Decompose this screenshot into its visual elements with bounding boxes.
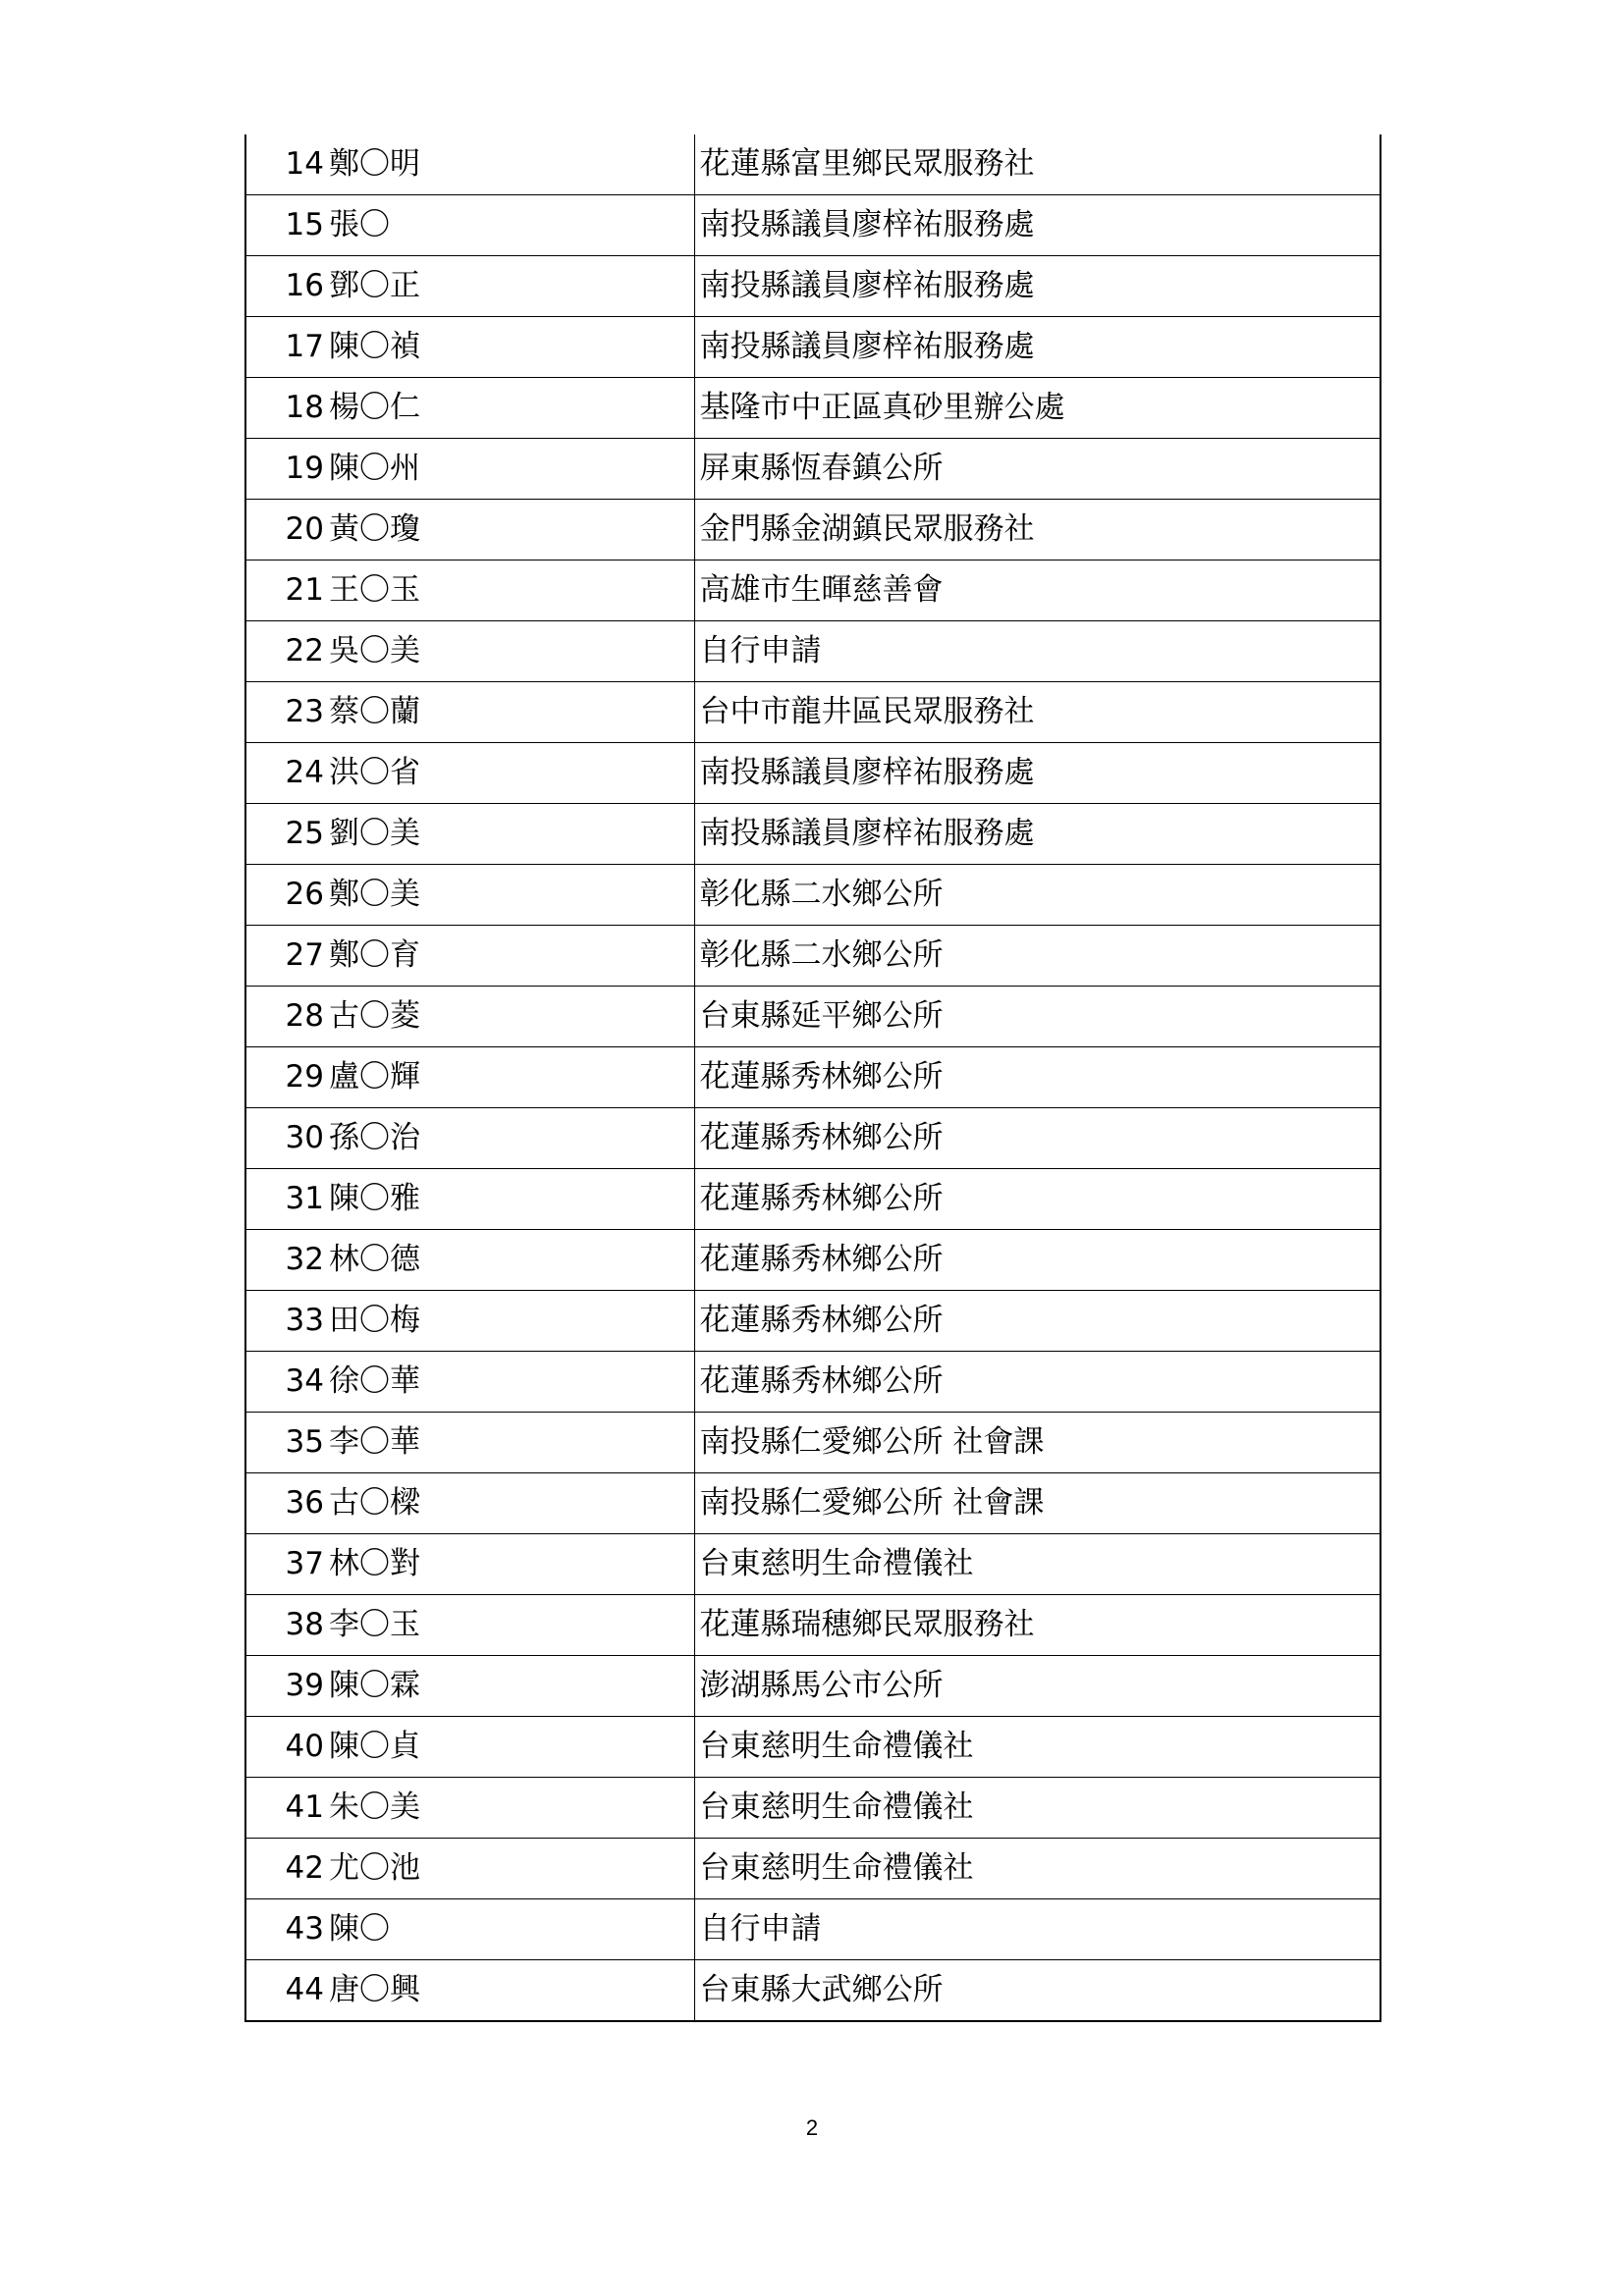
table-row — [245, 195, 1380, 256]
row-number: 26 — [245, 865, 326, 926]
person-name: 楊〇仁 — [326, 378, 694, 439]
person-name: 朱〇美 — [326, 1778, 694, 1839]
person-name: 李〇玉 — [326, 1595, 694, 1656]
row-number: 38 — [245, 1595, 326, 1656]
person-name: 陳〇禎 — [326, 317, 694, 378]
table-row — [245, 378, 1380, 439]
row-number: 27 — [245, 926, 326, 987]
row-number: 25 — [245, 804, 326, 865]
person-name: 王〇玉 — [326, 561, 694, 621]
person-name: 洪〇省 — [326, 743, 694, 804]
row-number: 16 — [245, 256, 326, 317]
person-name: 陳〇州 — [326, 439, 694, 500]
organization: 花蓮縣秀林鄉公所 — [694, 1047, 1380, 1108]
person-name: 徐〇華 — [326, 1352, 694, 1413]
organization: 花蓮縣秀林鄉公所 — [694, 1108, 1380, 1169]
row-number: 29 — [245, 1047, 326, 1108]
row-number: 30 — [245, 1108, 326, 1169]
person-name: 鄭〇明 — [329, 146, 420, 182]
row-number: 20 — [245, 500, 326, 561]
organization: 南投縣議員廖梓祐服務處 — [694, 743, 1380, 804]
table-row — [245, 1717, 1380, 1778]
organization: 台中市龍井區民眾服務社 — [694, 682, 1380, 743]
organization: 台東慈明生命禮儀社 — [694, 1534, 1380, 1595]
organization: 花蓮縣秀林鄉公所 — [694, 1352, 1380, 1413]
table-row — [245, 1230, 1380, 1291]
organization: 高雄市生暉慈善會 — [694, 561, 1380, 621]
row-number: 36 — [245, 1473, 326, 1534]
person-name: 鄭〇育 — [326, 926, 694, 987]
person-name: 黃〇瓊 — [326, 500, 694, 561]
organization: 台東縣大武鄉公所 — [694, 1960, 1380, 2022]
person-name: 田〇梅 — [326, 1291, 694, 1352]
organization: 金門縣金湖鎮民眾服務社 — [694, 500, 1380, 561]
organization: 花蓮縣瑞穗鄉民眾服務社 — [694, 1595, 1380, 1656]
person-name: 孫〇治 — [326, 1108, 694, 1169]
organization: 南投縣議員廖梓祐服務處 — [694, 317, 1380, 378]
row-number: 31 — [245, 1169, 326, 1230]
roster-table-body — [245, 134, 1380, 2021]
table-row — [245, 804, 1380, 865]
table-row — [245, 682, 1380, 743]
row-number: 35 — [245, 1413, 326, 1473]
organization: 基隆市中正區真砂里辦公處 — [694, 378, 1380, 439]
organization: 台東慈明生命禮儀社 — [694, 1839, 1380, 1899]
organization: 台東慈明生命禮儀社 — [694, 1778, 1380, 1839]
table-row — [245, 1778, 1380, 1839]
table-row — [245, 500, 1380, 561]
table-row — [245, 256, 1380, 317]
row-number: 21 — [245, 561, 326, 621]
row-number: 33 — [245, 1291, 326, 1352]
organization: 南投縣仁愛鄉公所 社會課 — [694, 1413, 1380, 1473]
organization: 彰化縣二水鄉公所 — [694, 926, 1380, 987]
table-row — [245, 317, 1380, 378]
person-name: 陳〇 — [326, 1899, 694, 1960]
person-name: 古〇菱 — [326, 987, 694, 1047]
organization: 自行申請 — [694, 621, 1380, 682]
row-number: 39 — [245, 1656, 326, 1717]
row-number: 42 — [245, 1839, 326, 1899]
person-name: 吳〇美 — [326, 621, 694, 682]
organization: 台東縣延平鄉公所 — [694, 987, 1380, 1047]
organization: 南投縣議員廖梓祐服務處 — [694, 195, 1380, 256]
table-row — [245, 1839, 1380, 1899]
person-name: 古〇樑 — [326, 1473, 694, 1534]
person-name: 林〇德 — [326, 1230, 694, 1291]
row-number: 15 — [245, 195, 326, 256]
organization: 花蓮縣秀林鄉公所 — [694, 1291, 1380, 1352]
person-name: 林〇對 — [326, 1534, 694, 1595]
person-name: 張〇 — [326, 195, 694, 256]
organization: 彰化縣二水鄉公所 — [694, 865, 1380, 926]
person-name: 鄧〇正 — [326, 256, 694, 317]
row-number: 37 — [245, 1534, 326, 1595]
row-number: 32 — [245, 1230, 326, 1291]
table-row — [245, 1534, 1380, 1595]
row-number: 44 — [245, 1960, 326, 2022]
row-number: 41 — [245, 1778, 326, 1839]
row-number: 14 — [285, 146, 324, 182]
roster-table — [244, 134, 1381, 2022]
table-row — [245, 1169, 1380, 1230]
page-number: 2 — [805, 2115, 819, 2140]
table-row — [245, 743, 1380, 804]
organization: 南投縣議員廖梓祐服務處 — [694, 804, 1380, 865]
person-name: 陳〇貞 — [326, 1717, 694, 1778]
organization: 台東慈明生命禮儀社 — [694, 1717, 1380, 1778]
person-name: 蔡〇蘭 — [326, 682, 694, 743]
row-number: 22 — [245, 621, 326, 682]
person-name: 尤〇池 — [326, 1839, 694, 1899]
table-row — [245, 1108, 1380, 1169]
organization: 花蓮縣秀林鄉公所 — [694, 1169, 1380, 1230]
person-name: 陳〇霖 — [326, 1656, 694, 1717]
table-row — [245, 1413, 1380, 1473]
row-number: 43 — [245, 1899, 326, 1960]
row-number: 18 — [245, 378, 326, 439]
table-row — [245, 439, 1380, 500]
row-number: 40 — [245, 1717, 326, 1778]
row-number: 19 — [245, 439, 326, 500]
row-number: 28 — [245, 987, 326, 1047]
organization: 自行申請 — [694, 1899, 1380, 1960]
person-name: 李〇華 — [326, 1413, 694, 1473]
row-number: 24 — [245, 743, 326, 804]
organization: 澎湖縣馬公市公所 — [694, 1656, 1380, 1717]
table-row — [245, 1473, 1380, 1534]
table-row — [245, 1291, 1380, 1352]
table-row — [245, 1047, 1380, 1108]
person-name: 唐〇興 — [326, 1960, 694, 2022]
table-row — [245, 987, 1380, 1047]
table-row — [245, 1656, 1380, 1717]
table-row — [245, 621, 1380, 682]
table-row — [245, 865, 1380, 926]
person-name: 盧〇輝 — [326, 1047, 694, 1108]
table-row — [245, 1899, 1380, 1960]
table-row — [245, 134, 1380, 195]
row-number: 17 — [245, 317, 326, 378]
organization: 花蓮縣秀林鄉公所 — [694, 1230, 1380, 1291]
table-row — [245, 1960, 1380, 2022]
organization: 花蓮縣富里鄉民眾服務社 — [694, 134, 1380, 195]
organization: 屏東縣恆春鎮公所 — [694, 439, 1380, 500]
table-row — [245, 1352, 1380, 1413]
person-name: 鄭〇美 — [326, 865, 694, 926]
table-row — [245, 1595, 1380, 1656]
organization: 南投縣議員廖梓祐服務處 — [694, 256, 1380, 317]
table-row — [245, 926, 1380, 987]
table-row — [245, 561, 1380, 621]
row-number: 23 — [245, 682, 326, 743]
row-number: 34 — [245, 1352, 326, 1413]
person-name: 劉〇美 — [326, 804, 694, 865]
organization: 南投縣仁愛鄉公所 社會課 — [694, 1473, 1380, 1534]
person-name: 陳〇雅 — [326, 1169, 694, 1230]
